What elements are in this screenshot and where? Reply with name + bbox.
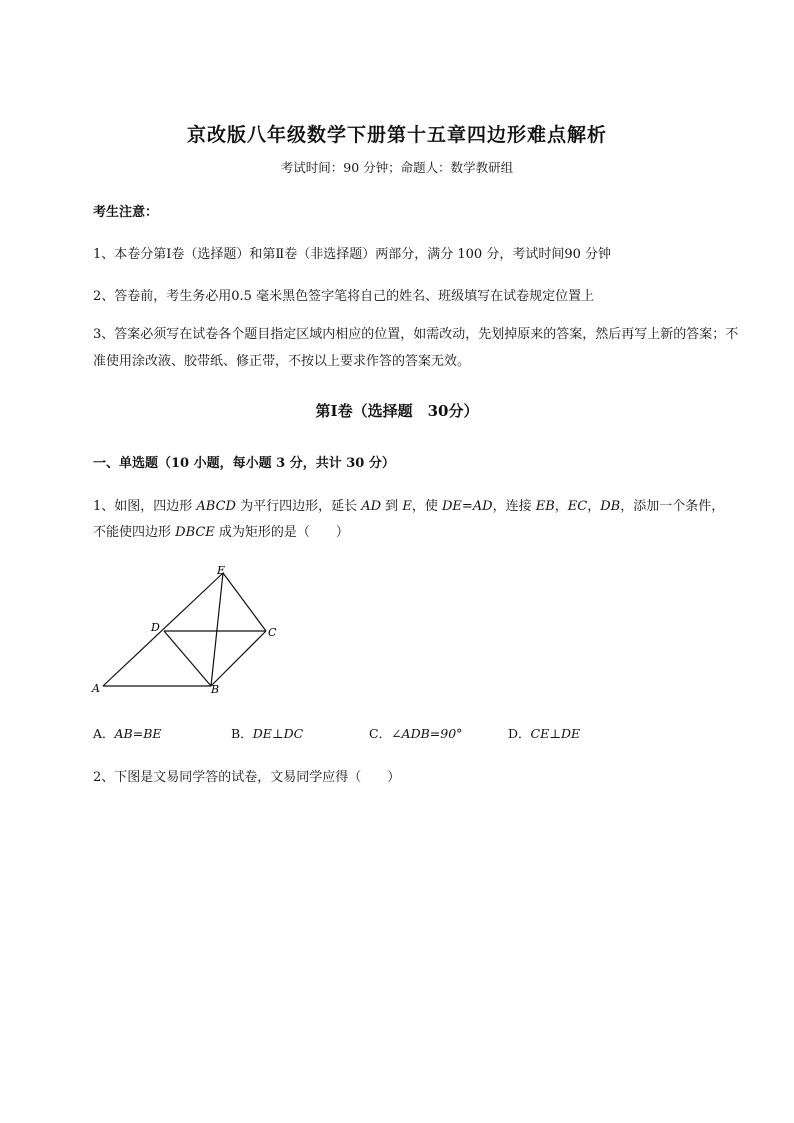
q1-var: AD (361, 499, 382, 514)
notice-item-2: 2、答卷前，考生务必用0.5 毫米黑色签字笔将自己的姓名、班级填写在试卷规定位置上 (93, 289, 595, 304)
segment-AE (103, 573, 223, 686)
q1-text: 为平行四边形，延长 (235, 499, 362, 514)
q1-text: 1、如图，四边形 (93, 499, 197, 514)
q1-var: DBCE (175, 525, 215, 540)
q1-text: ，连接 (492, 499, 536, 514)
question-2: 2、下图是文易同学答的试卷，文易同学应得（ ） (93, 770, 401, 785)
label-D: D (151, 621, 160, 634)
q1-text: ， (587, 499, 601, 514)
option-b[interactable] (231, 724, 303, 742)
option-text: CE⊥DE (530, 726, 581, 741)
q1-var: EB (535, 499, 555, 514)
notice-item-3: 3、答案必须写在试卷各个题目指定区域内相应的位置，如需改动，先划掉原来的答案，然后再写上新的答案；不准使用涂改液、胶带纸、修正带，不按以上要求作答的答案无效。 (93, 327, 739, 369)
exam-info: 考试时间：90 分钟；命题人：数学教研组 (280, 160, 514, 175)
q1-var: ABCD (196, 499, 236, 514)
option-a[interactable] (93, 724, 162, 742)
option-letter: B． (231, 726, 253, 741)
notice-item-1: 1、本卷分第Ⅰ卷（选择题）和第Ⅱ卷（非选择题）两部分，满分 100 分，考试时间90 分钟 (93, 247, 611, 262)
label-E: E (217, 564, 226, 577)
segment-EB (211, 573, 223, 686)
q1-text: 不能使四边形 (93, 525, 176, 540)
notice-heading: 考生注意： (93, 205, 159, 220)
q1-var: EC (567, 499, 588, 514)
q1-var: DE=AD (441, 499, 493, 514)
q1-var: E (402, 499, 412, 514)
option-text: AB=BE (114, 726, 162, 741)
segment-DB (164, 631, 211, 686)
label-C: C (268, 626, 277, 639)
question-1-line-1 (93, 495, 724, 514)
part-heading: 一、单选题（10 小题，每小题 3 分，共计 30 分） (93, 456, 395, 471)
option-text: DE⊥DC (252, 726, 304, 741)
segment-EC (223, 573, 266, 631)
option-text: ∠ADB=90° (391, 726, 463, 741)
q1-var: DB (600, 499, 621, 514)
q1-text: ， (554, 499, 568, 514)
q1-text: ，添加一个条件， (620, 499, 725, 514)
option-c[interactable] (369, 724, 462, 742)
option-letter: A． (93, 726, 115, 741)
q1-text: 到 (381, 499, 403, 514)
option-d[interactable] (508, 724, 580, 742)
option-letter: C． (369, 726, 392, 741)
parallelogram-figure (88, 560, 288, 700)
q1-text: 成为矩形的是（ ） (214, 525, 349, 540)
label-B: B (211, 683, 220, 696)
q1-text: ，使 (411, 499, 442, 514)
option-letter: D． (508, 726, 531, 741)
segment-BC (211, 631, 266, 686)
question-1-line-2 (93, 521, 349, 540)
section-title: 第Ⅰ卷（选择题 30分） (315, 402, 479, 420)
page-title: 京改版八年级数学下册第十五章四边形难点解析 (186, 124, 607, 146)
label-A: A (92, 682, 100, 695)
